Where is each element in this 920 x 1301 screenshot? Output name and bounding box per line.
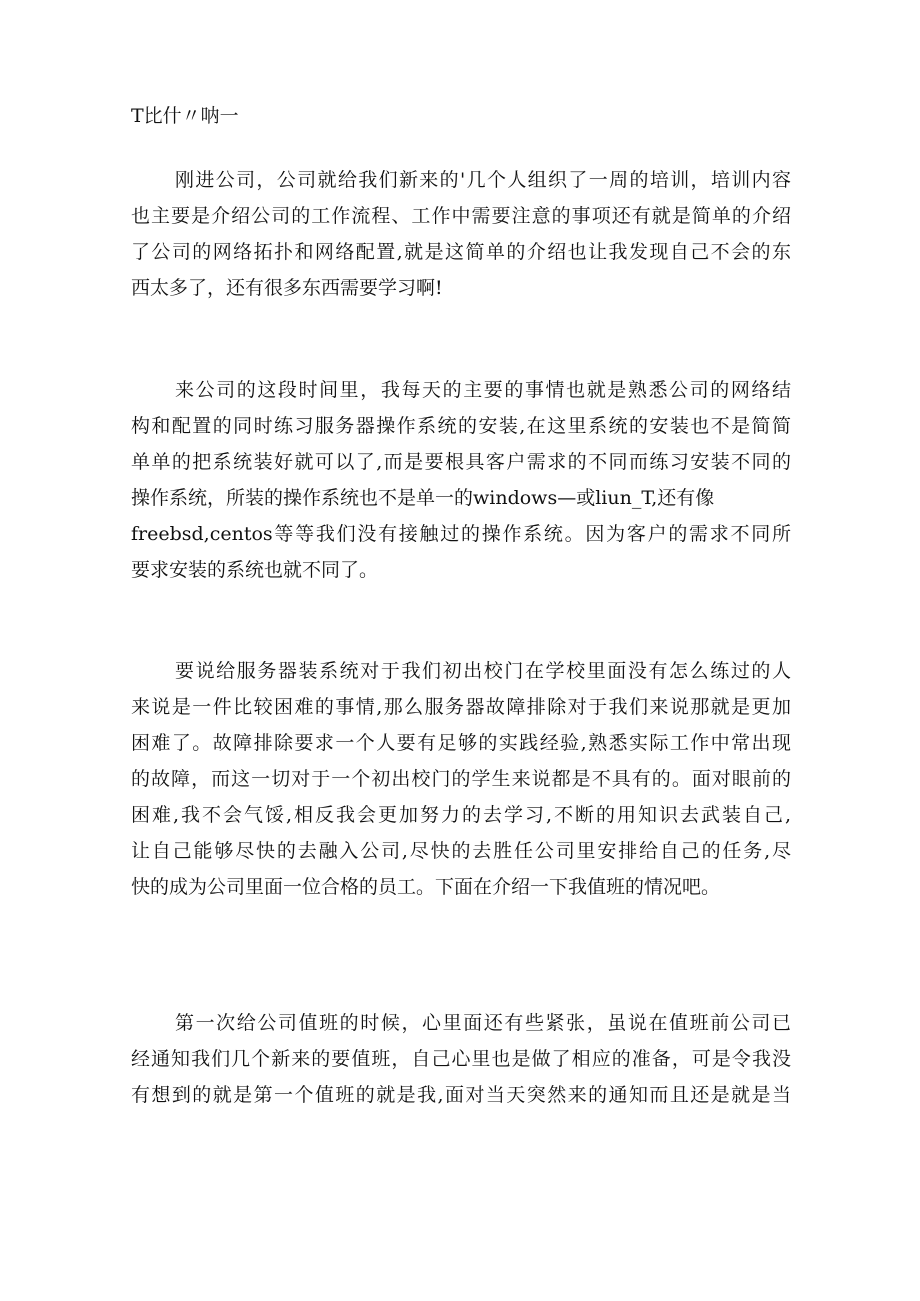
text-line: 要求安装的系统也就不同了。 bbox=[131, 559, 379, 581]
text-line: freebsd,centos等等我们没有接触过的操作系统。因为客户的需求不同所 bbox=[131, 523, 791, 545]
text-line: 要说给服务器装系统对于我们初出校门在学校里面没有怎么练过的人 bbox=[175, 660, 791, 682]
paragraph-2 bbox=[131, 372, 791, 588]
paragraph-3 bbox=[131, 653, 791, 905]
text-line: 单单的把系统装好就可以了,而是要根具客户需求的不同而练习安装不同的 bbox=[131, 451, 791, 473]
text-line: 有想到的就是第一个值班的就是我,面对当天突然来的通知而且还是就是当 bbox=[131, 1084, 791, 1106]
text-line: 来公司的这段时间里，我每天的主要的事情也就是熟悉公司的网络结 bbox=[175, 379, 791, 401]
text-line: 经通知我们几个新来的要值班，自己心里也是做了相应的准备，可是令我没 bbox=[131, 1048, 791, 1070]
text-line: 刚进公司，公司就给我们新来的'几个人组织了一周的培训，培训内容 bbox=[175, 169, 791, 191]
paragraph-4 bbox=[131, 1005, 791, 1113]
text-line: 快的成为公司里面一位合格的员工。下面在介绍一下我值班的情况吧。 bbox=[131, 876, 721, 898]
text-line: 西太多了，还有很多东西需要学习啊! bbox=[131, 277, 443, 299]
text-line: 构和配置的同时练习服务器操作系统的安装,在这里系统的安装也不是简简 bbox=[131, 415, 791, 437]
text-line: 也主要是介绍公司的工作流程、工作中需要注意的事项还有就是简单的介绍 bbox=[131, 205, 791, 227]
text-line: 困难,我不会气馁,相反我会更加努力的去学习,不断的用知识去武装自己, bbox=[131, 804, 791, 826]
text-line: 困难了。故障排除要求一个人要有足够的实践经验,熟悉实际工作中常出现 bbox=[131, 732, 791, 754]
text-line: 操作系统，所装的操作系统也不是单一的windows—或liun_T,还有像 bbox=[131, 487, 715, 509]
text-line: 让自己能够尽快的去融入公司,尽快的去胜任公司里安排给自己的任务,尽 bbox=[131, 840, 791, 862]
text-line: 的故障，而这一切对于一个初出校门的学生来说都是不具有的。面对眼前的 bbox=[131, 768, 791, 790]
text-line: 来说是一件比较困难的事情,那么服务器故障排除对于我们来说那就是更加 bbox=[131, 696, 791, 718]
text-line: 了公司的网络拓扑和网络配置,就是这简单的介绍也让我发现自己不会的东 bbox=[131, 241, 791, 263]
paragraph-1 bbox=[131, 162, 791, 306]
text-line: 第一次给公司值班的时候，心里面还有些紧张，虽说在值班前公司已 bbox=[175, 1012, 791, 1034]
document-heading: T比什〃呐一 bbox=[131, 105, 239, 127]
